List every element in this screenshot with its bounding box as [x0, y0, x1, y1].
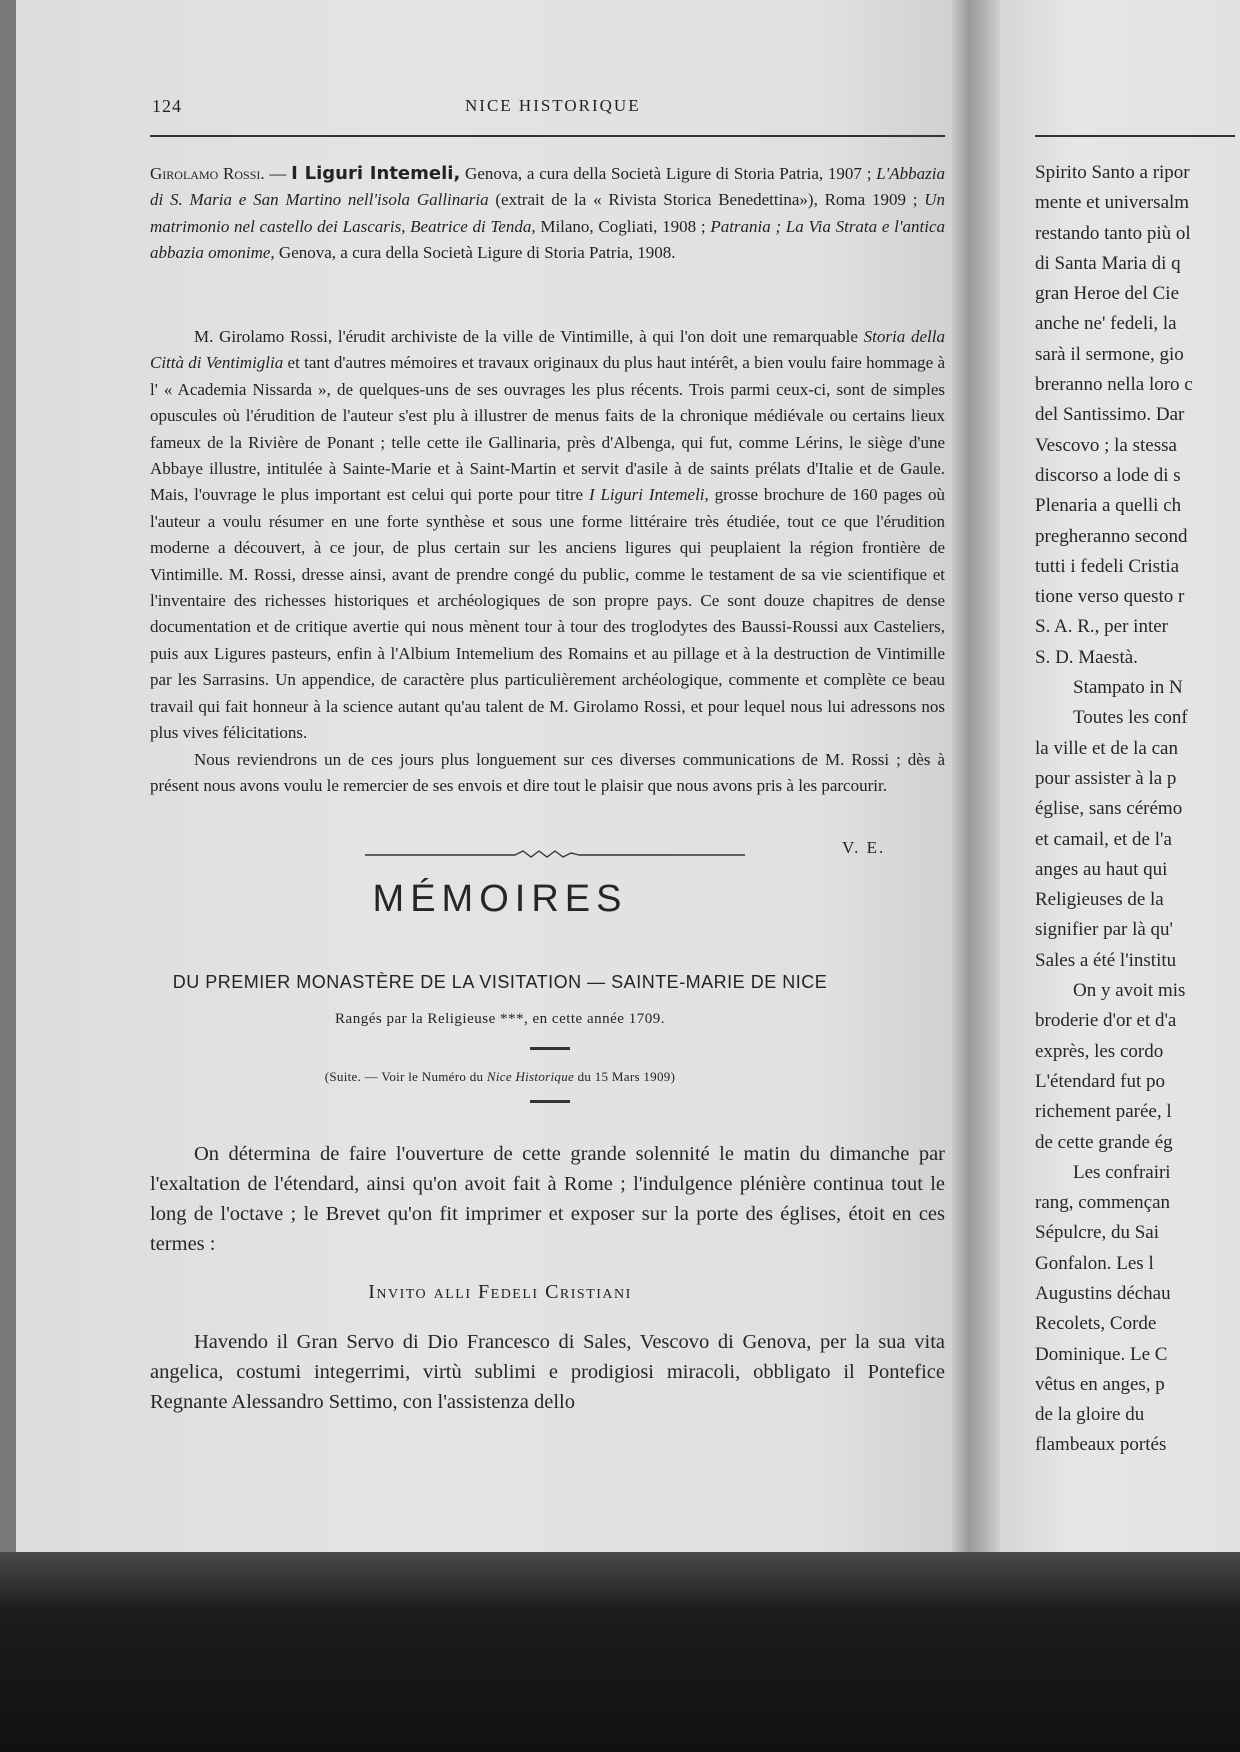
- right-page-line: On y avoit mis: [1073, 980, 1186, 1002]
- review-p1-italic2: I Liguri Intemeli,: [588, 485, 709, 505]
- right-page-line: église, sans cérémo: [1035, 798, 1183, 820]
- right-page-line: broderie d'or et d'a: [1035, 1010, 1177, 1032]
- review-p1-italic1: Storia della Città di Ventimiglia: [150, 327, 945, 373]
- bib-italic2: Un matrimonio nel castello dei Lascaris, Beatrice di Tenda,: [150, 190, 946, 236]
- right-page-line: Les confrairi: [1073, 1161, 1171, 1183]
- memoires-title: MÉMOIRES: [372, 878, 628, 920]
- right-page-line: Recolets, Corde: [1035, 1313, 1157, 1335]
- right-page-line: richement parée, l: [1035, 1101, 1172, 1123]
- right-page-line: de cette grande ég: [1035, 1131, 1173, 1153]
- memoires-ranges: Rangés par la Religieuse ***, en cette année 1709.: [335, 1011, 665, 1027]
- right-page-line: restando tanto più ol: [1035, 222, 1191, 244]
- memoires-suite-note: [0, 1069, 1000, 1085]
- invito-heading: Invito alli Fedeli Cristiani: [368, 1281, 632, 1303]
- right-page-line: Dominique. Le C: [1035, 1343, 1168, 1365]
- right-page-line: breranno nella loro c: [1035, 374, 1193, 396]
- right-page-line: Vescovo ; la stessa: [1035, 434, 1177, 456]
- right-page-line: Sépulcre, du Sai: [1035, 1222, 1160, 1244]
- running-head: NICE HISTORIQUE: [465, 96, 641, 115]
- page-number: 124: [152, 96, 182, 116]
- ornamental-rule: [365, 848, 745, 860]
- right-page-line: del Santissimo. Dar: [1035, 404, 1185, 426]
- right-page-line: Toutes les conf: [1073, 707, 1188, 729]
- bib-italic1: L'Abbazia di S. Maria e San Martino nell'isola Gallinaria: [150, 164, 946, 210]
- bib-dash: —: [264, 164, 292, 183]
- right-page-line: Gonfalon. Les l: [1035, 1252, 1154, 1274]
- bib-part3: Milano, Cogliati, 1908 ;: [535, 216, 711, 236]
- right-header-rule: [1035, 135, 1235, 137]
- right-page-line: S. D. Maestà.: [1035, 646, 1138, 668]
- book-gutter: [952, 0, 1002, 1552]
- right-page-line: di Santa Maria di q: [1035, 252, 1181, 274]
- right-page-line: anges au haut qui: [1035, 858, 1168, 880]
- paragraph-2-text: Havendo il Gran Servo di Dio Francesco di Sales, Vescovo di Genova, per la sua vita angelica, costumi integerrimi, virtù sublimi e prodigiosi miracoli, obbligato il Pontefice Regnante Alessandro Settimo, con l'assistenza dello: [150, 1331, 945, 1413]
- right-page-line: exprès, les cordo: [1035, 1040, 1164, 1062]
- bib-part4: Genova, a cura della Società Ligure di Storia Patria, 1908.: [274, 243, 676, 263]
- bib-part2: (extrait de la « Rivista Storica Benedettina»), Roma 1909 ;: [488, 190, 925, 210]
- scan-bottom-edge: [0, 1552, 1240, 1752]
- right-page-line: S. A. R., per inter: [1035, 616, 1168, 638]
- scan-border: [0, 0, 16, 1752]
- memoires-paragraph-1: [150, 1139, 945, 1259]
- right-page-line: de la gloire du: [1035, 1404, 1145, 1426]
- right-page-line: mente et universalm: [1035, 192, 1190, 214]
- review-p1-c: grosse brochure de 160 pages où l'auteur a voulu résumer en une forte synthèse et sous une forme littéraire très étudiée, tout ce que l'érudition moderne a découvert, à ce jour, de plus certain sur les anciens ligures qui peuplaient la région frontière de Vintimille. M. Rossi, dresse ainsi, avant de prendre congé du public, comme le testament de sa vie scientifique et l'inventaire des richesses historiques et archéologiques de son propre pays. Ce sont douze chapitres de dense documentation et de critique avertie qui nous mènent tour à tour des troglodytes des Baussi-Roussi aux Casteliers, puis aux Ligures pasteurs, enfin à l'Albium Intemelium des Romains et au pillage et à la destruction de Vintimille par les Sarrasins. Un appendice, de caractère plus particulièrement archéologique, commente et complète ce beau travail qui fait honneur à la science autant qu'au talent de M. Girolamo Rossi, et pour lequel nous lui adressons nos plus vives félicitations.: [150, 485, 945, 743]
- review-p1-b: et tant d'autres mémoires et travaux originaux du plus haut intérêt, a bien voulu faire hommage à l' « Academia Nissarda », de quelques-uns de ses ouvrages les plus récents. Trois parmi ceux-ci, sont de simples opuscules où l'érudition de l'auteur s'est plu à illustrer de menus faits de la chronique médiévale ou certains lieux fameux de la Rivière de Ponant ; telle cette ile Gallinaria, près d'Albenga, qui fut, comme Lérins, le siège d'une Abbaye illustre, intitulée à Sainte-Marie et à Saint-Martin et servit d'asile à de saints prélats d'Italie et de Gaule. Mais, l'ouvrage le plus important est celui qui porte pour titre: [150, 353, 945, 505]
- review-p1-a: M. Girolamo Rossi, l'érudit archiviste de la ville de Vintimille, à qui l'on doit une remarquable: [194, 327, 864, 346]
- right-page-line: vêtus en anges, p: [1035, 1373, 1165, 1395]
- right-page-line: tutti i fedeli Cristia: [1035, 555, 1180, 577]
- right-page-line: et camail, et de l'a: [1035, 828, 1172, 850]
- right-page-line: tione verso questo r: [1035, 586, 1185, 608]
- right-page-line: Stampato in N: [1073, 677, 1183, 699]
- right-page-line: signifier par là qu': [1035, 919, 1173, 941]
- right-page-line: flambeaux portés: [1035, 1434, 1167, 1456]
- right-page-line: Plenaria a quelli ch: [1035, 495, 1182, 517]
- paragraph-1-text: On détermina de faire l'ouverture de cette grande solennité le matin du dimanche par l'exaltation de l'étendard, ainsi qu'on avoit fait à Rome ; l'indulgence plénière continua tout le long de l'octave ; le Brevet qu'on fit imprimer et exposer sur la porte des églises, étoit en ces termes :: [150, 1143, 945, 1255]
- right-page-line: Religieuses de la: [1035, 889, 1164, 911]
- memoires-subtitle: DU PREMIER MONASTÈRE DE LA VISITATION — SAINTE-MARIE DE NICE: [172, 972, 828, 992]
- right-page-line: gran Heroe del Cie: [1035, 283, 1180, 305]
- review-signature: V. E.: [842, 838, 886, 857]
- memoires-paragraph-2: [150, 1327, 945, 1417]
- right-page-line: Augustins déchau: [1035, 1282, 1171, 1304]
- review-paragraph-2: Nous reviendrons un de ces jours plus longuement sur ces diverses communications de M. Rossi ; dès à présent nous avons voulu le remercier de ses envois et dire tout le plaisir que nous avons pris à les parcourir.: [150, 749, 945, 795]
- right-page-line: discorso a lode di s: [1035, 464, 1181, 486]
- bib-author: Girolamo Rossi.: [150, 164, 265, 183]
- header-rule: [150, 135, 945, 137]
- right-page-line: Spirito Santo a ripor: [1035, 162, 1190, 183]
- right-page-line: rang, commençan: [1035, 1192, 1171, 1214]
- review-text: [150, 324, 945, 799]
- bib-title: I Liguri Intemeli,: [291, 163, 461, 184]
- suite-b: du 15 Mars 1909): [574, 1069, 676, 1084]
- right-page-line: Sales a été l'institu: [1035, 949, 1177, 971]
- right-page-line: sarà il sermone, gio: [1035, 343, 1184, 365]
- right-page-line: anche ne' fedeli, la: [1035, 313, 1177, 335]
- review-paragraph-1: [150, 324, 945, 747]
- right-page-line: pour assister à la p: [1035, 767, 1177, 789]
- right-page-line: la ville et de la can: [1035, 737, 1178, 759]
- suite-a: (Suite. — Voir le Numéro du: [324, 1069, 487, 1084]
- bibliography-entry: [150, 161, 945, 267]
- bib-italic3: Patrania ; La Via Strata e l'antica abbazia omonime,: [150, 216, 945, 263]
- short-rule-1: [530, 1047, 570, 1050]
- right-page-line: pregheranno second: [1035, 525, 1188, 547]
- right-page-text: [1035, 158, 1240, 1461]
- suite-italic: Nice Historique: [486, 1069, 575, 1084]
- right-page-line: L'étendard fut po: [1035, 1070, 1166, 1092]
- bib-part1: Genova, a cura della Società Ligure di Storia Patria, 1907 ;: [460, 164, 877, 183]
- short-rule-2: [530, 1100, 570, 1103]
